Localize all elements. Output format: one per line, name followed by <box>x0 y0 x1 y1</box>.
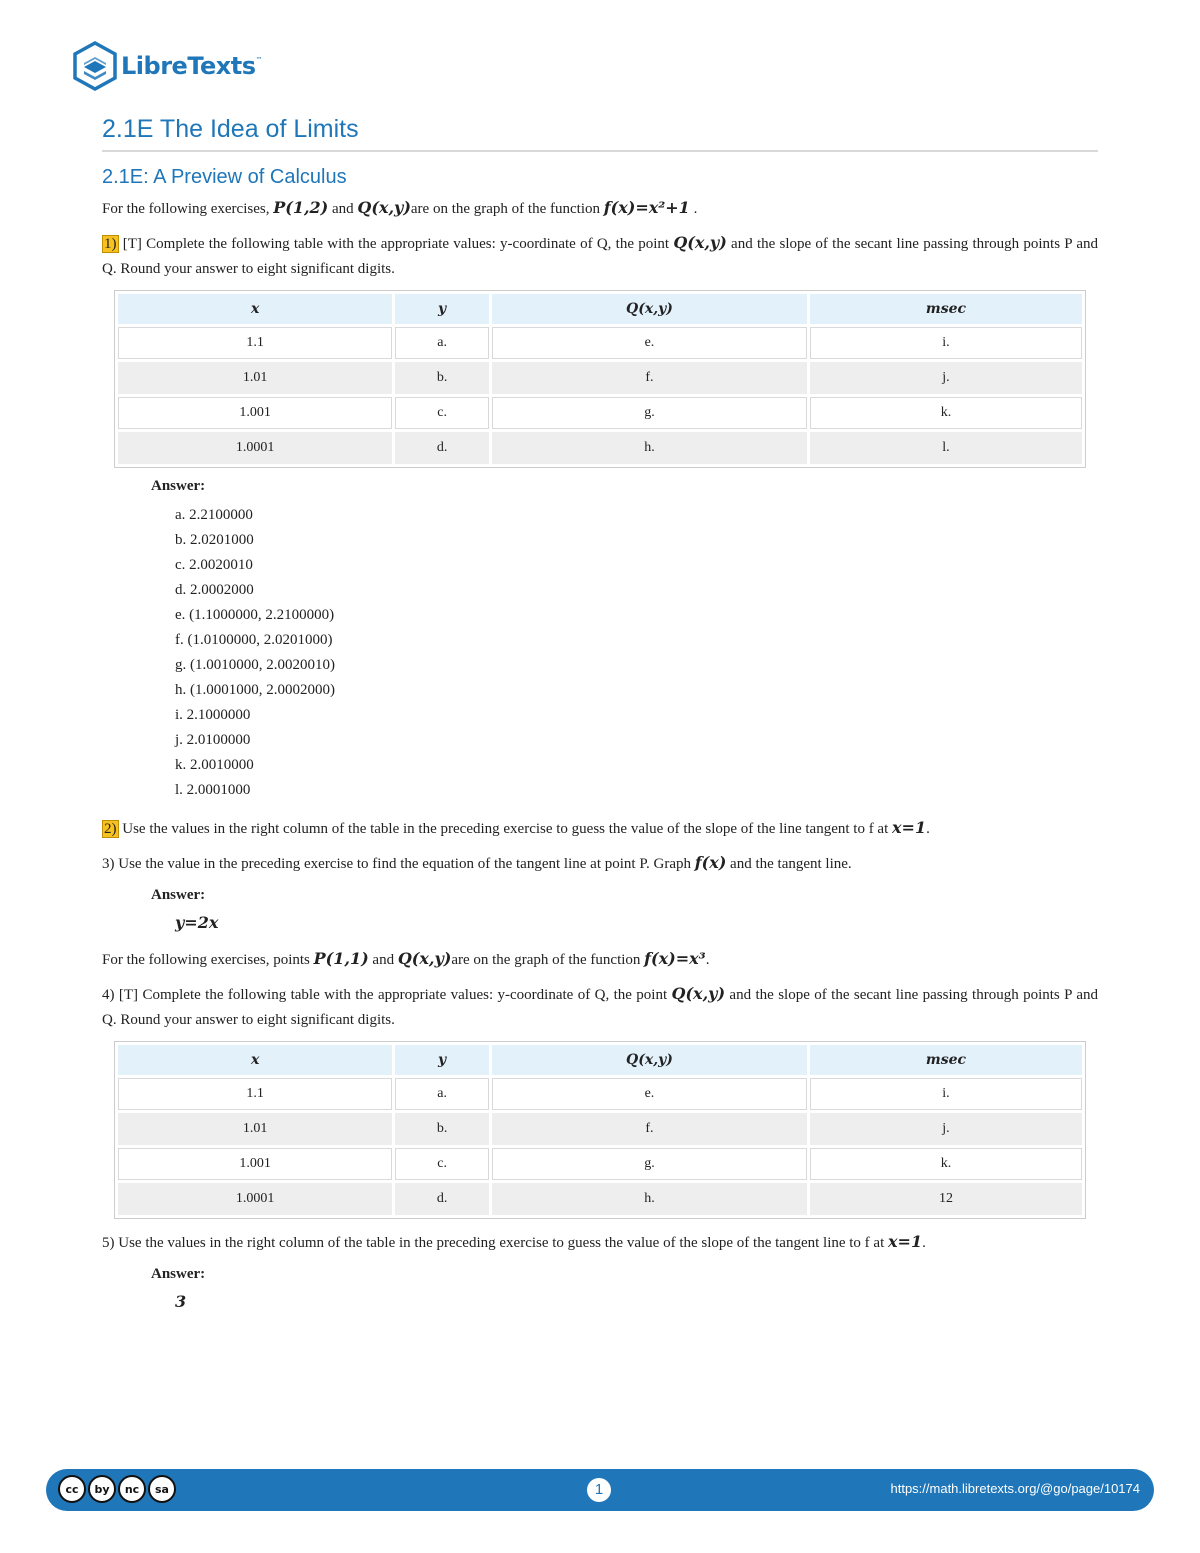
page-number: 1 <box>587 1478 611 1502</box>
page-content <box>102 115 1098 1325</box>
list-item: i. 2.1000000 <box>175 707 251 723</box>
table-cell: f. <box>492 362 807 394</box>
text: For the following exercises, points <box>102 952 314 968</box>
list-item: d. 2.0002000 <box>175 582 254 598</box>
table-header-row <box>118 294 1082 324</box>
math-point-p: P(1,2) <box>273 198 329 217</box>
answer-list <box>151 503 1098 803</box>
table-row <box>118 1183 1082 1215</box>
text: are on the graph of the function <box>451 952 645 968</box>
list-item: a. 2.2100000 <box>175 507 253 523</box>
license-badge[interactable] <box>58 1475 176 1503</box>
text: 4) [T] Complete the following table with the appropriate values: y-coordinate of Q, the point <box>102 987 672 1003</box>
answer-3 <box>151 887 1098 934</box>
answer-label: Answer: <box>151 1266 206 1282</box>
text: are on the graph of the function <box>410 201 604 217</box>
text: and <box>328 201 358 217</box>
answer-label: Answer: <box>151 478 206 494</box>
list-item: h. (1.0001000, 2.0002000) <box>175 682 335 698</box>
answer-5 <box>151 1266 1098 1313</box>
table-cell: i. <box>810 1078 1082 1110</box>
math-point-q: Q(x,y) <box>673 233 727 252</box>
table-row <box>118 432 1082 464</box>
col-header-q: Q(x,y) <box>492 294 807 324</box>
list-item: g. (1.0010000, 2.0020010) <box>175 657 335 673</box>
col-header-msec: msec <box>810 1045 1082 1075</box>
table-cell: l. <box>810 432 1082 464</box>
table-cell: b. <box>395 1113 489 1145</box>
col-header-msec: msec <box>810 294 1082 324</box>
list-item: c. 2.0020010 <box>175 557 253 573</box>
answer-math: y=2x <box>175 913 219 932</box>
table-cell: a. <box>395 327 489 359</box>
table-cell: k. <box>810 1148 1082 1180</box>
table-row <box>118 362 1082 394</box>
table-cell: 1.01 <box>118 362 392 394</box>
table-row <box>118 1113 1082 1145</box>
table-cell: 12 <box>810 1183 1082 1215</box>
page-title: 2.1E The Idea of Limits <box>102 115 1098 152</box>
exercise-1 <box>102 230 1098 282</box>
table-cell: c. <box>395 397 489 429</box>
table-cell: 1.001 <box>118 1148 392 1180</box>
libretexts-book-icon <box>73 41 117 91</box>
table-cell: 1.001 <box>118 397 392 429</box>
cc-icon: cc <box>58 1475 86 1503</box>
list-item: f. (1.0100000, 2.0201000) <box>175 632 333 648</box>
answer-math: 3 <box>175 1292 187 1311</box>
math-x-equals-1: x=1 <box>892 818 927 837</box>
list-item: l. 2.0001000 <box>175 782 251 798</box>
text: and the tangent line. <box>726 856 852 872</box>
col-header-y: y <box>395 294 489 324</box>
table-cell: 1.0001 <box>118 1183 392 1215</box>
math-function: f(x)=x²+1 <box>603 198 690 217</box>
list-item: b. 2.0201000 <box>175 532 254 548</box>
intro-paragraph-2 <box>102 946 1098 973</box>
page-url-link[interactable]: https://math.libretexts.org/@go/page/10174 <box>890 1481 1140 1496</box>
table-row <box>118 1148 1082 1180</box>
intro-paragraph-1 <box>102 195 1098 222</box>
col-header-q: Q(x,y) <box>492 1045 807 1075</box>
math-function: f(x) <box>694 853 727 872</box>
table-cell: a. <box>395 1078 489 1110</box>
text: and the slope of the secant line passing through points P and Q. Round your answer to eight significant digits. <box>102 987 1099 1028</box>
list-item: j. 2.0100000 <box>175 732 251 748</box>
text: [T] Complete the following table with the appropriate values: y-coordinate of Q, the point <box>118 236 674 252</box>
exercise-1-table <box>114 290 1086 468</box>
table-cell: 1.1 <box>118 327 392 359</box>
math-point-q: Q(x,y) <box>671 984 726 1003</box>
table-cell: j. <box>810 362 1082 394</box>
table-row <box>118 397 1082 429</box>
text: Use the values in the right column of the table in the preceding exercise to guess the value of the slope of the line tangent to f at <box>118 821 893 837</box>
math-point-p: P(1,1) <box>313 949 369 968</box>
table-cell: g. <box>492 1148 807 1180</box>
list-item: k. 2.0010000 <box>175 757 254 773</box>
text: and <box>368 952 398 968</box>
table-cell: f. <box>492 1113 807 1145</box>
list-item: e. (1.1000000, 2.2100000) <box>175 607 335 623</box>
table-cell: i. <box>810 327 1082 359</box>
table-cell: k. <box>810 397 1082 429</box>
exercise-2 <box>102 815 1098 842</box>
table-cell: 1.1 <box>118 1078 392 1110</box>
exercise-4-table <box>114 1041 1086 1219</box>
text: . <box>926 821 930 837</box>
table-cell: j. <box>810 1113 1082 1145</box>
answer-1 <box>151 478 1098 803</box>
text: 5) Use the values in the right column of the table in the preceding exercise to guess the value of the slope of the tangent line to f at <box>102 1235 889 1251</box>
table-cell: e. <box>492 1078 807 1110</box>
text: and the slope of the secant line passing through points P and Q. Round your answer to eight significant digits. <box>102 236 1098 277</box>
text: 3) Use the value in the preceding exercise to find the equation of the tangent line at point P. Graph <box>102 856 695 872</box>
col-header-x: x <box>118 1045 392 1075</box>
table-cell: h. <box>492 1183 807 1215</box>
table-cell: 1.0001 <box>118 432 392 464</box>
nc-icon: nc <box>118 1475 146 1503</box>
math-point-q: Q(x,y) <box>397 949 452 968</box>
section-title: 2.1E: A Preview of Calculus <box>102 166 347 188</box>
exercise-5 <box>102 1229 1098 1256</box>
col-header-x: x <box>118 294 392 324</box>
table-cell: 1.01 <box>118 1113 392 1145</box>
table-cell: h. <box>492 432 807 464</box>
exercise-3 <box>102 850 1098 877</box>
page-footer <box>46 1469 1154 1511</box>
table-cell: g. <box>492 397 807 429</box>
exercise-number-highlight: 1) <box>104 236 117 252</box>
table-cell: d. <box>395 432 489 464</box>
table-row <box>118 1078 1082 1110</box>
text: . <box>705 952 710 968</box>
text: . <box>922 1235 926 1251</box>
math-x-equals-1: x=1 <box>888 1232 923 1251</box>
col-header-y: y <box>395 1045 489 1075</box>
by-icon: by <box>88 1475 116 1503</box>
sa-icon: sa <box>148 1475 176 1503</box>
table-cell: b. <box>395 362 489 394</box>
text: For the following exercises, <box>102 201 274 217</box>
table-cell: d. <box>395 1183 489 1215</box>
answer-label: Answer: <box>151 887 206 903</box>
table-header-row <box>118 1045 1082 1075</box>
logo-text: LibreTexts <box>121 52 256 80</box>
text: . <box>689 201 698 217</box>
libretexts-logo[interactable] <box>73 40 273 92</box>
exercise-4 <box>102 981 1098 1033</box>
math-point-q: Q(x,y) <box>357 198 411 217</box>
exercise-number-highlight: 2) <box>104 821 117 837</box>
logo-trademark: ™ <box>255 56 263 64</box>
table-row <box>118 327 1082 359</box>
math-function: f(x)=x³ <box>644 949 706 968</box>
table-cell: c. <box>395 1148 489 1180</box>
table-cell: e. <box>492 327 807 359</box>
